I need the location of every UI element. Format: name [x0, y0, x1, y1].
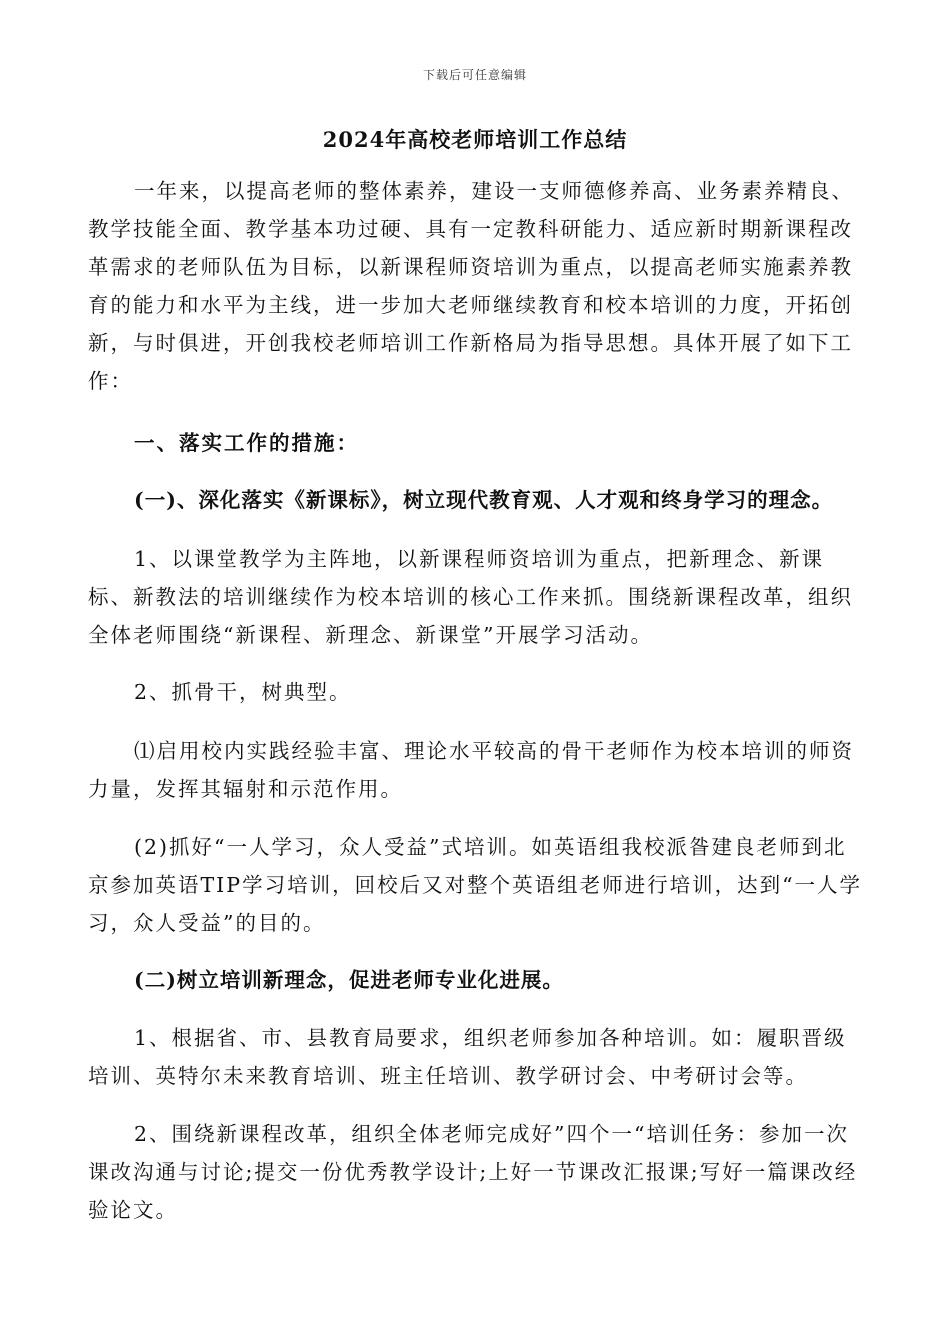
section-heading-1: 一、落实工作的措施： — [134, 431, 359, 455]
paragraph-2-2: 2、围绕新课程改革，组织全体老师完成好”四个一“培训任务：参加一次课改沟通与讨论;提交一份优秀教学设计;上好一节课改汇报课;写好一篇课改经验论文。 — [88, 1122, 858, 1222]
paragraph-1-1: 1、以课堂教学为主阵地，以新课程师资培训为重点，把新理念、新课标、新教法的培训继续作为校本培训的核心工作来抓。围绕新课程改革，组织全体老师围绕“新课程、新理念、新课堂”开展学习活动。 — [88, 547, 853, 647]
subsection-heading-1: (一)、深化落实《新课标》，树立现代教育观、人才观和终身学习的理念。 — [134, 488, 834, 512]
paragraph-2-1: 1、根据省、市、县教育局要求，组织老师参加各种培训。如：履职晋级培训、英特尔未来教育培训、班主任培训、教学研讨会、中考研讨会等。 — [88, 1026, 847, 1088]
header-note: 下载后可任意编辑 — [422, 68, 527, 82]
intro-paragraph: 一年来，以提高老师的整体素养，建设一支师德修养高、业务素养精良、教学技能全面、教学基本功过硬、具有一定教科研能力、适应新时期新课程改革需求的老师队伍为目标，以新课程师资培训为重点，以提高老师实施素养教育的能力和水平为主线，进一步加大老师继续教育和校本培训的力度，开拓创新，与时俱进，开创我校老师培训工作新格局为指导思想。具体开展了如下工作： — [88, 179, 854, 393]
document-title: 2024年高校老师培训工作总结 — [322, 127, 628, 152]
subsection-heading-2: (二)树立培训新理念，促进老师专业化进展。 — [134, 968, 564, 992]
paragraph-1-3: ⑴启用校内实践经验丰富、理论水平较高的骨干老师作为校本培训的师资力量，发挥其辐射和示范作用。 — [88, 739, 854, 801]
paragraph-1-4: (2)抓好“一人学习，众人受益”式培训。如英语组我校派昝建良老师到北京参加英语TIP学习培训，回校后又对整个英语组老师进行培训，达到“一人学习，众人受益”的目的。 — [88, 835, 863, 935]
paragraph-1-2: 2、抓骨干，树典型。 — [134, 680, 352, 704]
